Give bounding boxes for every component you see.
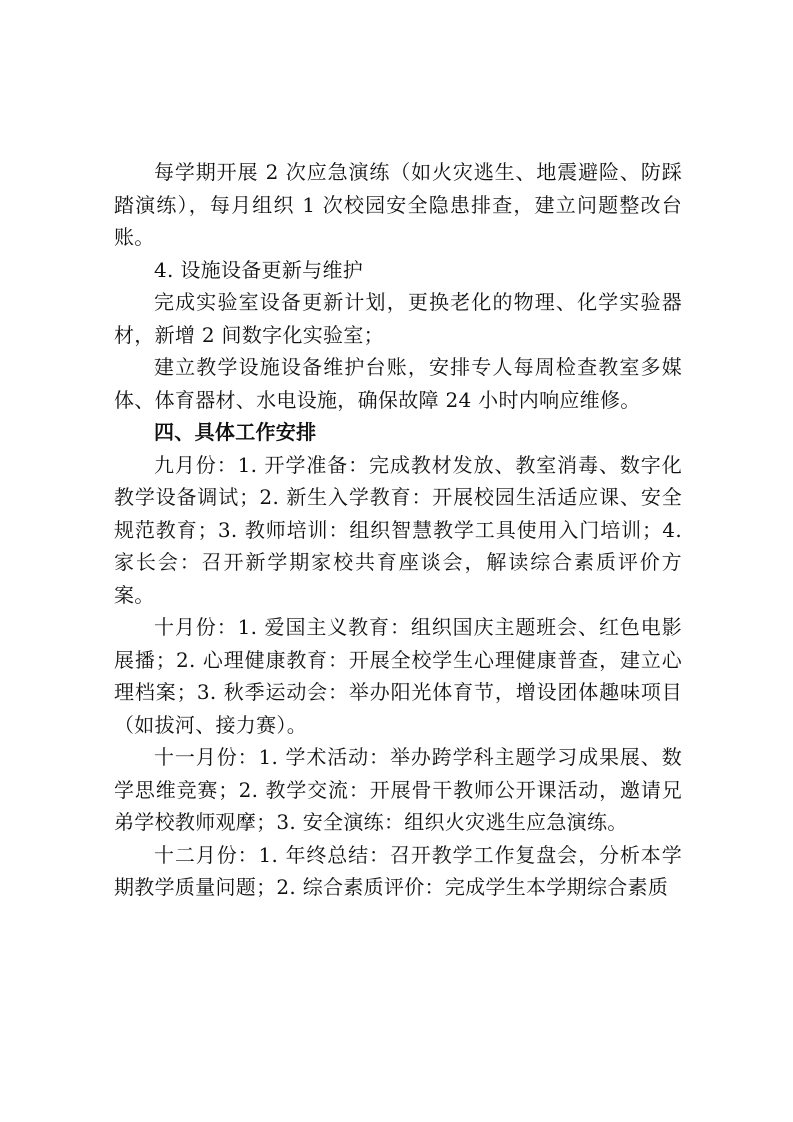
paragraph-emergency-drills: 每学期开展 2 次应急演练（如火灾逃生、地震避险、防踩踏演练），每月组织 1 次校园安全隐患排查，建立问题整改台账。 — [114, 160, 682, 249]
document-body — [114, 156, 682, 904]
subheading-facilities: 4. 设施设备更新与维护 — [154, 257, 364, 282]
paragraph-november: 十一月份：1. 学术活动：举办跨学科主题学习成果展、数学思维竞赛；2. 教学交流：开展骨干教师公开课活动，邀请兄弟学校教师观摩；3. 安全演练：组织火灾逃生应急演练。 — [114, 745, 682, 834]
paragraph-lab-equipment: 完成实验室设备更新计划，更换老化的物理、化学实验器材，新增 2 间数字化实验室； — [114, 290, 682, 347]
paragraph-october: 十月份：1. 爱国主义教育：组织国庆主题班会、红色电影展播；2. 心理健康教育：开展全校学生心理健康普查，建立心理档案；3. 秋季运动会：举办阳光体育节，增设团体趣味项目（如拔河、接力赛）。 — [114, 615, 682, 737]
section-heading-work-schedule: 四、具体工作安排 — [154, 420, 317, 444]
paragraph-december: 十二月份：1. 年终总结：召开教学工作复盘会，分析本学期教学质量问题；2. 综合素质评价：完成学生本学期综合素质 — [114, 842, 682, 899]
paragraph-september: 九月份：1. 开学准备：完成教材发放、教室消毒、数字化教学设备调试；2. 新生入学教育：开展校园生活适应课、安全规范教育；3. 教师培训：组织智慧教学工具使用入门培训；4. 家长会：召开新学期家校共育座谈会，解读综合素质评价方案。 — [114, 452, 682, 607]
paragraph-maintenance-ledger: 建立教学设施设备维护台账，安排专人每周检查教室多媒体、体育器材、水电设施，确保故障 24 小时内响应维修。 — [114, 355, 682, 412]
